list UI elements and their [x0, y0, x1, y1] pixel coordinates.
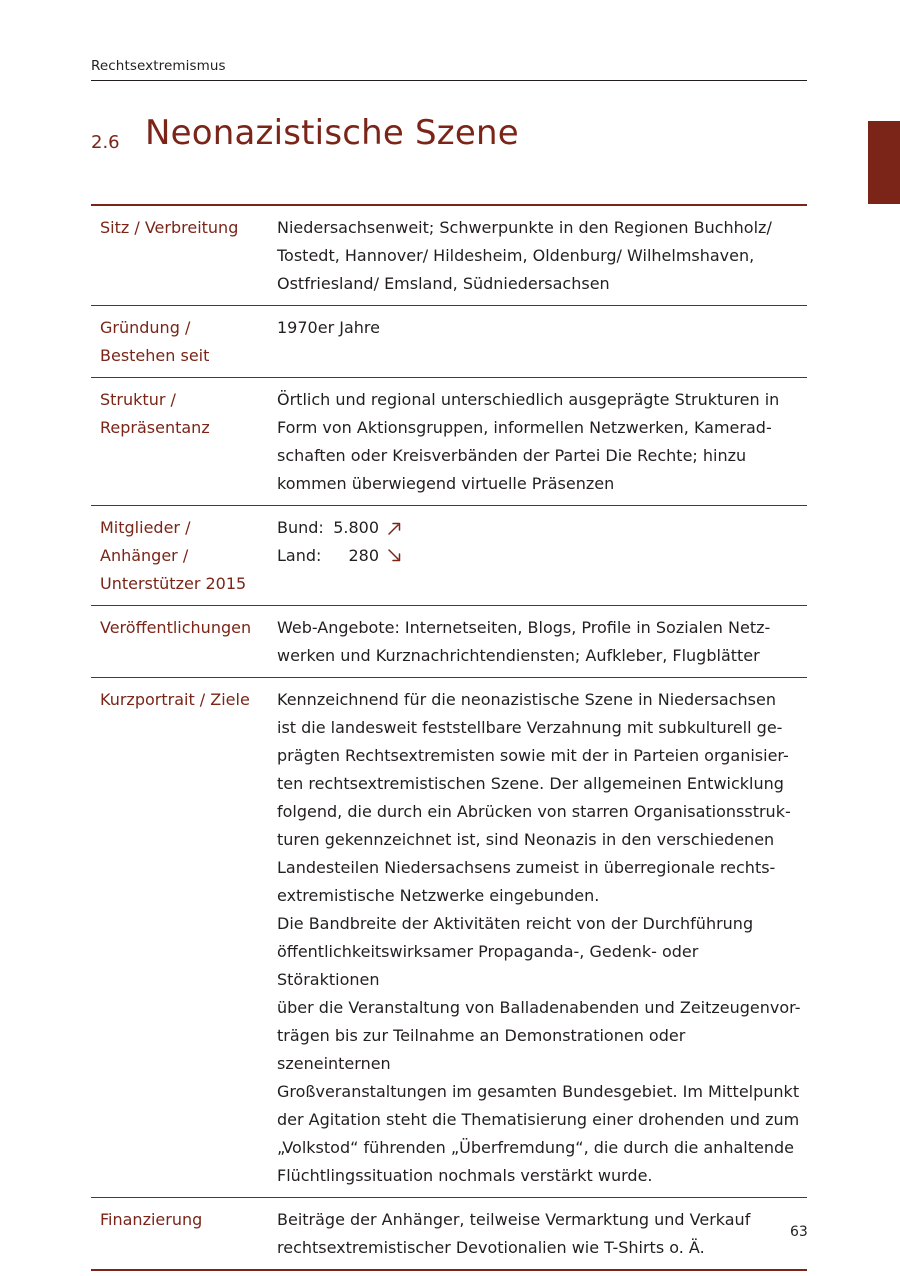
row-value	[277, 205, 807, 306]
row-label	[91, 678, 277, 1198]
value-line: trägen bis zur Teilnahme an Demonstrationen oder szeneinternen	[277, 1026, 686, 1073]
value-line: über die Veranstaltung von Balladenabenden und Zeitzeugenvor-	[277, 998, 801, 1017]
label-line: Repräsentanz	[100, 418, 210, 437]
row-value	[277, 506, 807, 606]
value-line: kommen überwiegend virtuelle Präsenzen	[277, 474, 615, 493]
value-line: Großveranstaltungen im gesamten Bundesgebiet. Im Mittelpunkt	[277, 1082, 800, 1101]
table-row-kurzportrait	[91, 678, 807, 1198]
value-line: Kennzeichnend für die neonazistische Szene in Niedersachsen	[277, 690, 776, 709]
row-label	[91, 378, 277, 506]
table-row-gruendung	[91, 306, 807, 378]
value-line: extremistische Netzwerke eingebunden.	[277, 886, 600, 905]
chapter-tab-marker	[868, 121, 900, 204]
table-row-veroeffentlichungen	[91, 606, 807, 678]
label-line: Bestehen seit	[100, 346, 210, 365]
value-line: Die Bandbreite der Aktivitäten reicht von der Durchführung	[277, 914, 754, 933]
value-line: Landesteilen Niedersachsens zumeist in überregionale rechts-	[277, 858, 776, 877]
value-line: Örtlich und regional unterschiedlich ausgeprägte Strukturen in	[277, 390, 780, 409]
row-label	[91, 306, 277, 378]
value-line: Niedersachsenweit; Schwerpunkte in den Regionen Buchholz/	[277, 218, 772, 237]
value-line: folgend, die durch ein Abrücken von starren Organisationsstruk-	[277, 802, 791, 821]
label-line: Struktur /	[100, 390, 176, 409]
table-row-sitz	[91, 205, 807, 306]
label-line: Finanzierung	[100, 1210, 203, 1229]
section-number: 2.6	[91, 132, 120, 153]
value-line: ten rechtsextremistischen Szene. Der allgemeinen Entwicklung	[277, 774, 784, 793]
row-label	[91, 506, 277, 606]
value-line: Form von Aktionsgruppen, informellen Netzwerken, Kamerad-	[277, 418, 772, 437]
member-value: 280	[348, 546, 379, 565]
value-line: prägten Rechtsextremisten sowie mit der in Parteien organisier-	[277, 746, 789, 765]
value-line: „Volkstod“ führenden „Überfremdung“, die durch die anhaltende	[277, 1138, 794, 1157]
row-label	[91, 606, 277, 678]
member-key: Land:	[277, 546, 322, 565]
label-line: Veröffentlichungen	[100, 618, 252, 637]
value-line: rechtsextremistischer Devotionalien wie T-Shirts o. Ä.	[277, 1238, 705, 1257]
label-line: Mitglieder /	[100, 518, 191, 537]
row-label	[91, 205, 277, 306]
value-line: schaften oder Kreisverbänden der Partei Die Rechte; hinzu	[277, 446, 747, 465]
row-value	[277, 1198, 807, 1271]
row-value	[277, 606, 807, 678]
label-line: Anhänger /	[100, 546, 189, 565]
member-value: 5.800	[333, 518, 379, 537]
value-line: turen gekennzeichnet ist, sind Neonazis in den verschiedenen	[277, 830, 775, 849]
table-row-struktur	[91, 378, 807, 506]
value-line: Flüchtlingssituation nochmals verstärkt wurde.	[277, 1166, 653, 1185]
running-header: Rechtsextremismus	[91, 58, 226, 74]
row-value	[277, 306, 807, 378]
label-line: Gründung /	[100, 318, 191, 337]
value-line: ist die landesweit feststellbare Verzahnung mit subkulturell ge-	[277, 718, 783, 737]
label-line: Unterstützer 2015	[100, 574, 247, 593]
value-line: 1970er Jahre	[277, 318, 380, 337]
header-divider	[91, 80, 807, 81]
value-line: Web-Angebote: Internetseiten, Blogs, Profile in Sozialen Netz-	[277, 618, 771, 637]
member-count-land	[277, 542, 801, 570]
table-row-mitglieder	[91, 506, 807, 606]
section-title: Neonazistische Szene	[145, 113, 519, 153]
table-row-finanzierung	[91, 1198, 807, 1271]
member-count-bund	[277, 514, 801, 542]
page-number: 63	[790, 1224, 808, 1240]
value-line: öffentlichkeitswirksamer Propaganda-, Gedenk- oder Störaktionen	[277, 942, 699, 989]
trend-down-icon	[385, 546, 405, 566]
value-line: der Agitation steht die Thematisierung einer drohenden und zum	[277, 1110, 800, 1129]
row-value	[277, 378, 807, 506]
label-line: Sitz / Verbreitung	[100, 218, 239, 237]
member-key: Bund:	[277, 518, 324, 537]
value-line: Beiträge der Anhänger, teilweise Vermarktung und Verkauf	[277, 1210, 751, 1229]
row-label	[91, 1198, 277, 1271]
facts-table	[91, 204, 807, 1271]
value-line: Ostfriesland/ Emsland, Südniedersachsen	[277, 274, 610, 293]
trend-up-icon	[385, 518, 405, 538]
row-value	[277, 678, 807, 1198]
label-line: Kurzportrait / Ziele	[100, 690, 250, 709]
value-line: Tostedt, Hannover/ Hildesheim, Oldenburg/ Wilhelmshaven,	[277, 246, 755, 265]
value-line: werken und Kurznachrichtendiensten; Aufkleber, Flugblätter	[277, 646, 760, 665]
